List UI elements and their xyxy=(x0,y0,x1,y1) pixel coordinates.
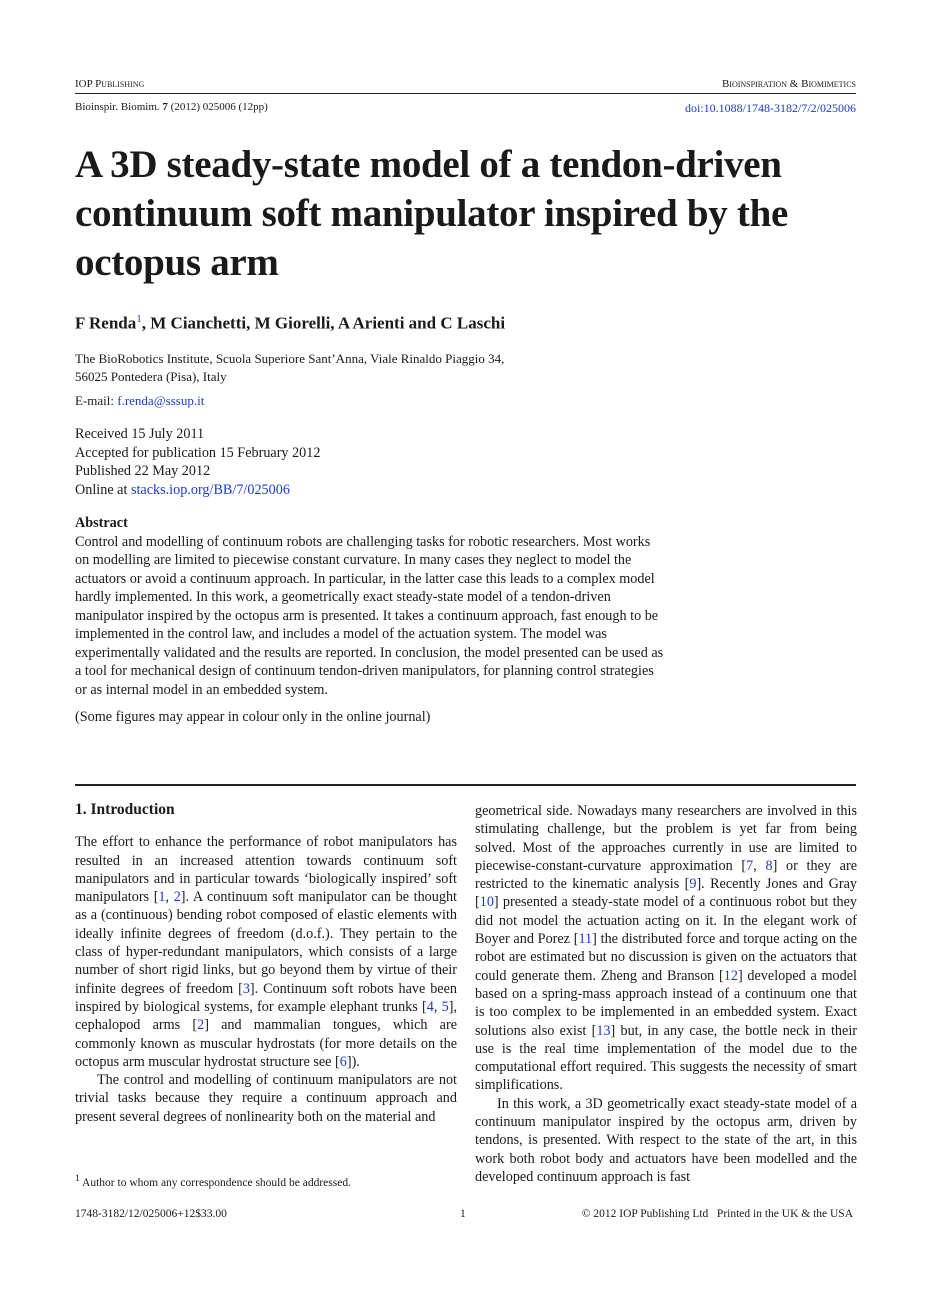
email-line xyxy=(75,392,204,410)
citation-link[interactable]: 7 xyxy=(746,857,754,874)
citation-rest: (2012) 025006 (12pp) xyxy=(170,101,268,113)
header-rule xyxy=(75,93,856,94)
text-run: ] the distributed force and torque acting on the robot are estimated but no discussion is given on the actuators that could generate them. Zheng and Branson [ xyxy=(475,931,858,984)
first-author: F Renda xyxy=(75,313,137,333)
citation-link[interactable]: 6 xyxy=(339,1053,347,1070)
right-column xyxy=(475,802,857,1186)
printed-in: Printed in the UK & the USA xyxy=(716,1208,853,1220)
intro-paragraph-2: The control and modelling of continuum manipulators are not trivial tasks because they require a continuum approach and present several degrees of nonlinearity both on the material and xyxy=(75,1072,457,1125)
footnote xyxy=(75,1173,457,1189)
citation-link[interactable]: 9 xyxy=(689,876,697,893)
text-run: , xyxy=(165,889,174,906)
text-run: ] but, in any case, the bottle neck in their use is the real time implementation of the model due to the computational effort required. This suggests the necessity of smart simplifications. xyxy=(475,1022,857,1094)
journal-name: Bioinspiration & Biomimetics xyxy=(721,78,856,90)
colour-note: (Some figures may appear in colour only in the online journal) xyxy=(75,709,431,725)
abstract-heading: Abstract xyxy=(75,515,128,531)
citation-link[interactable]: 4 xyxy=(426,998,434,1015)
text-run: geometrical side. Nowadays many researchers are involved in this stimulating challenge, but the problem is yet far from being solved. Most of the approaches currently in use are limited to piecewise-constant-curvature approximation [ xyxy=(475,803,857,874)
abstract-rule xyxy=(75,784,856,786)
citation-link[interactable]: 13 xyxy=(596,1022,611,1039)
citation-link[interactable]: 2 xyxy=(197,1017,205,1034)
footer-code: 1748-3182/12/025006+12$33.00 xyxy=(75,1208,227,1220)
accepted-date: Accepted for publication 15 February 2012 xyxy=(75,444,321,461)
affiliation-line-1: The BioRobotics Institute, Scuola Superiore Sant’Anna, Viale Rinaldo Piaggio 34, xyxy=(75,351,505,366)
abstract xyxy=(75,514,665,727)
affiliation-line-2: 56025 Pontedera (Pisa), Italy xyxy=(75,369,227,384)
citation-link[interactable]: 12 xyxy=(723,967,738,984)
text-run: ], cephalopod arms [ xyxy=(75,998,457,1034)
citation-link[interactable]: 5 xyxy=(441,998,449,1015)
affiliation xyxy=(75,350,504,386)
citation-link[interactable]: 10 xyxy=(479,894,494,911)
citation-line xyxy=(75,101,268,113)
other-authors: , M Cianchetti, M Giorelli, A Arienti and C Laschi xyxy=(141,313,506,333)
abstract-text: Control and modelling of continuum robots are challenging tasks for robotic researchers. Most works on modelling are limited to piecewise constant curvature. In many cases they neglect to model the actuators or avoid a continuum approach. In particular, in the latter case this leads to a complex model hardly implemented. In this work, a geometrically exact steady-state model of a tendon-driven manipulator inspired by the octopus arm is presented. It takes a continuum approach, fast enough to be implemented in the control law, and includes a model of the actuation system. The model was experimentally validated and the results are reported. In conclusion, the model presented can be used as a tool for mechanical design of continuum tendon-driven manipulators, for planning control strategies or as internal model in an embedded system. xyxy=(75,533,664,698)
text-run: ]. Recently Jones and Gray [ xyxy=(475,876,857,911)
publication-dates xyxy=(75,425,320,499)
email-label: E-mail: xyxy=(75,393,118,408)
right-paragraph-1 xyxy=(475,802,857,1095)
online-label: Online at xyxy=(75,481,131,498)
intro-paragraph-1 xyxy=(75,833,457,1071)
text-run: ] and mammalian tongues, which are commonly known as muscular hydrostats (for more details on the octopus arm muscular hydrostat structure see [ xyxy=(75,1017,458,1070)
citation-link[interactable]: 3 xyxy=(242,980,250,997)
doi-link[interactable]: doi:10.1088/1748-3182/7/2/025006 xyxy=(685,101,856,115)
publisher-name: IOP Publishing xyxy=(75,78,145,90)
text-run: , xyxy=(753,857,766,874)
author-list xyxy=(75,313,505,334)
citation-link[interactable]: 2 xyxy=(173,889,181,906)
citation-prefix: Bioinspir. Biomim. xyxy=(75,101,160,113)
page-title: A 3D steady-state model of a tendon-driven continuum soft manipulator inspired by the octopus arm xyxy=(75,143,789,284)
published-date: Published 22 May 2012 xyxy=(75,463,211,479)
online-line xyxy=(75,481,320,500)
right-paragraph-2: In this work, a 3D geometrically exact steady-state model of a continuum manipulator inspired by the octopus arm, driven by tendons, is presented. With respect to the state of the art, in this work both robot body and actuators have been modelled and the developed continuum approach is fast xyxy=(475,1095,857,1185)
text-run: The effort to enhance the performance of robot manipulators has resulted in an increased attention towards continuum soft manipulators and in particular towards ‘biologically inspired’ soft manipulators [ xyxy=(75,834,457,906)
text-run: ] presented a steady-state model of a continuous robot but they did not model the actuation acting on it. In the elegant work of Boyer and Porez [ xyxy=(475,894,857,948)
footnote-mark: 1 xyxy=(75,1173,80,1184)
author-footnote-mark[interactable]: 1 xyxy=(136,313,142,325)
footnote-text: Author to whom any correspondence should be addressed. xyxy=(82,1176,351,1189)
citation-link[interactable]: 8 xyxy=(765,857,773,874)
page-number: 1 xyxy=(460,1208,466,1220)
citation-volume: 7 xyxy=(162,101,168,113)
text-run: ]. Continuum soft robots have been inspired by biological systems, for example elephant trunks [ xyxy=(75,980,457,1015)
text-run: ] developed a model based on a spring-mass approach instead of a continuum one that is too complex to be implemented in an embedded system. Exact solutions also exist [ xyxy=(475,967,857,1039)
online-link[interactable]: stacks.iop.org/BB/7/025006 xyxy=(130,481,290,498)
email-link[interactable]: f.renda@sssup.it xyxy=(117,393,205,408)
text-run: ]). xyxy=(346,1053,360,1070)
copyright: © 2012 IOP Publishing Ltd xyxy=(581,1208,709,1220)
section-heading: 1. Introduction xyxy=(75,801,175,818)
citation-link[interactable]: 11 xyxy=(578,931,593,948)
footer-right xyxy=(582,1208,853,1220)
received-date: Received 15 July 2011 xyxy=(75,426,205,442)
text-run: ]. A continuum soft manipulator can be thought as a (continuous) bending robot composed of elastic elements with ideally infinite degrees of freedom (d.o.f.). They pertain to the class of hyper-redundant manipulators, which consists of a large number of short rigid links, but go beyond them by virtue of their infinite degrees of freedom [ xyxy=(75,889,457,997)
citation-link[interactable]: 1 xyxy=(158,889,166,906)
left-column xyxy=(75,801,457,1126)
text-run: , xyxy=(433,998,442,1015)
text-run: ] or they are restricted to the kinematic analysis [ xyxy=(475,857,857,893)
